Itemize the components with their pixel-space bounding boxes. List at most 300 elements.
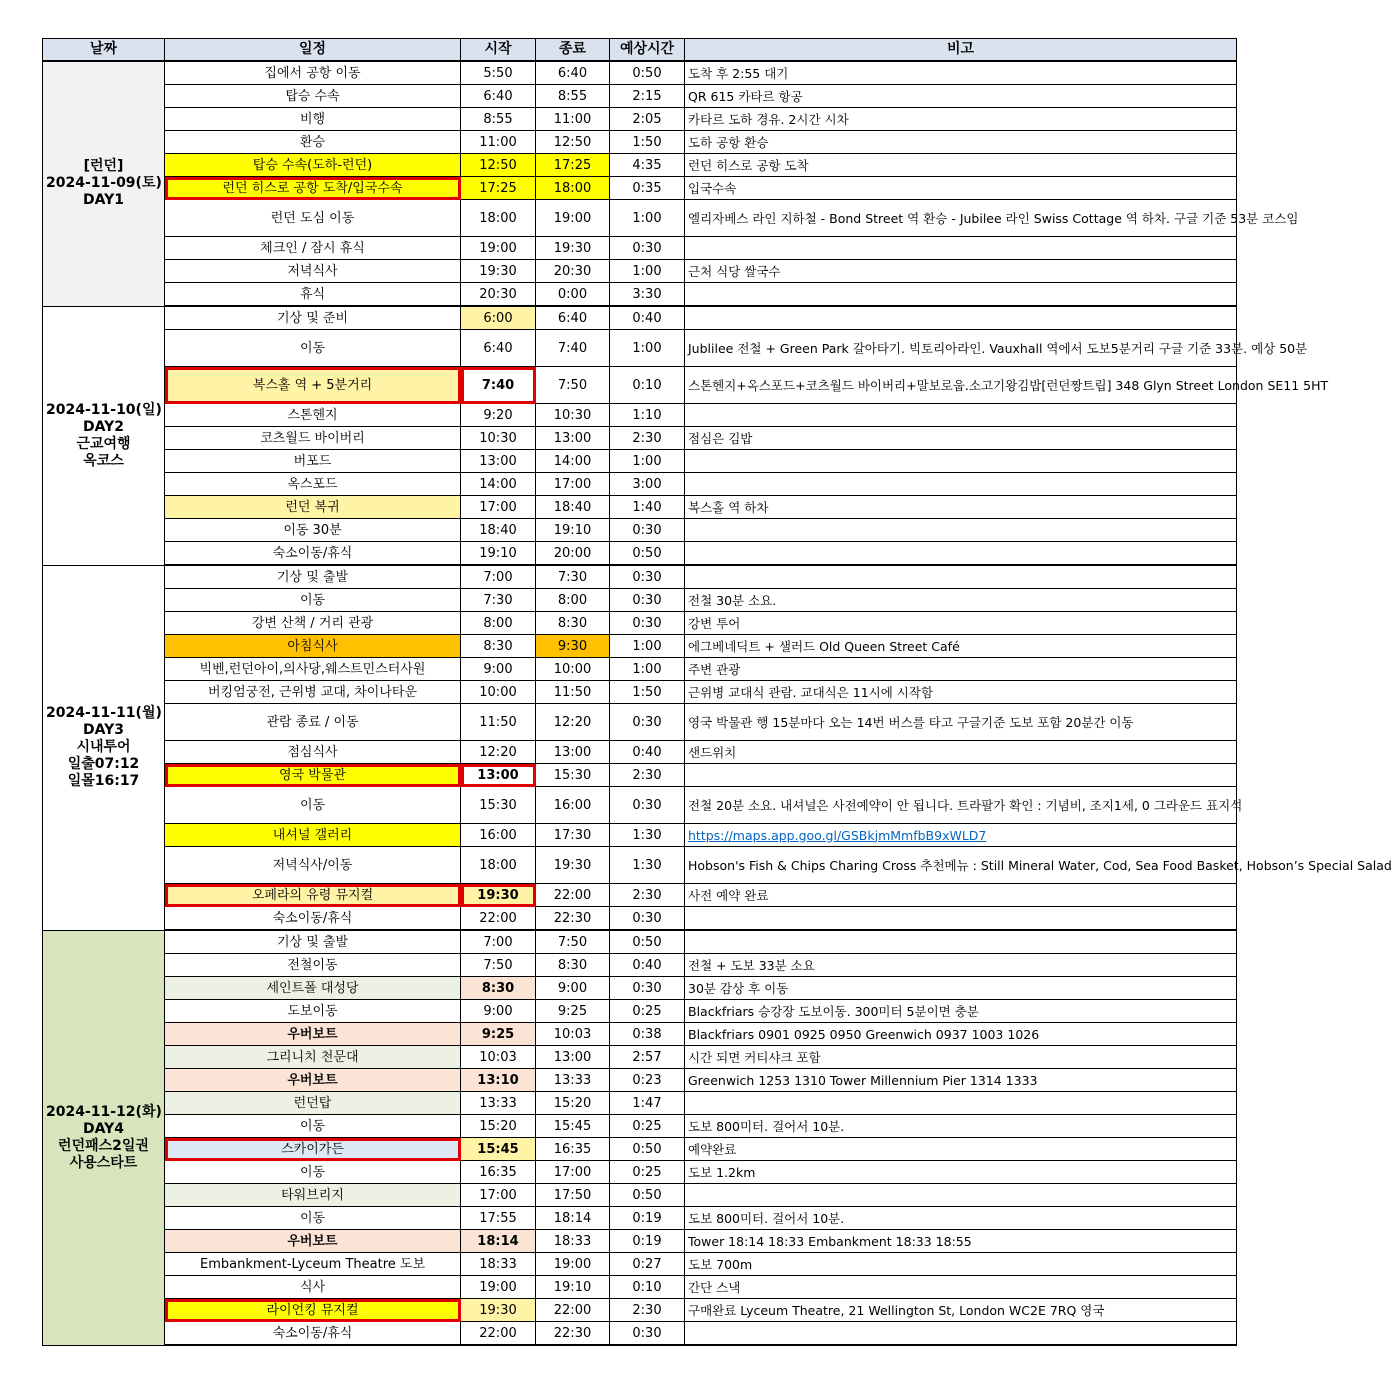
day-label-cell xyxy=(43,61,165,306)
table-row xyxy=(43,1069,1237,1092)
table-row xyxy=(43,787,1237,824)
duration: 2:30 xyxy=(610,764,685,787)
end-time: 8:30 xyxy=(536,612,610,635)
end-time: 12:50 xyxy=(536,131,610,154)
note-cell: 간단 스낵 xyxy=(685,1276,1237,1299)
schedule-item: 우버보트 xyxy=(165,1023,461,1046)
duration: 0:30 xyxy=(610,907,685,931)
note-cell xyxy=(685,565,1237,589)
start-time: 18:14 xyxy=(461,1230,536,1253)
start-time: 6:40 xyxy=(461,330,536,367)
start-time: 17:25 xyxy=(461,177,536,200)
duration: 0:50 xyxy=(610,930,685,954)
note-cell: 강변 투어 xyxy=(685,612,1237,635)
schedule-item: 옥스포드 xyxy=(165,473,461,496)
day-label-line: 2024-11-12(화) xyxy=(46,1103,162,1120)
end-time: 16:35 xyxy=(536,1138,610,1161)
start-time: 18:33 xyxy=(461,1253,536,1276)
start-time: 19:30 xyxy=(461,260,536,283)
schedule-item: 비행 xyxy=(165,108,461,131)
end-time: 0:00 xyxy=(536,283,610,307)
schedule-item: 세인트폴 대성당 xyxy=(165,977,461,1000)
day-label-line: 근교여행 xyxy=(76,435,131,452)
table-row xyxy=(43,306,1237,330)
duration: 0:10 xyxy=(610,1276,685,1299)
start-time: 15:20 xyxy=(461,1115,536,1138)
schedule-item: 기상 및 준비 xyxy=(165,306,461,330)
end-time: 18:00 xyxy=(536,177,610,200)
table-row xyxy=(43,954,1237,977)
end-time: 22:30 xyxy=(536,1322,610,1346)
note-cell xyxy=(685,450,1237,473)
schedule-item: 라이언킹 뮤지컬 xyxy=(165,1299,461,1322)
table-row xyxy=(43,200,1237,237)
duration: 0:19 xyxy=(610,1207,685,1230)
start-time: 5:50 xyxy=(461,61,536,85)
schedule-item: 기상 및 출발 xyxy=(165,930,461,954)
note-cell xyxy=(685,519,1237,542)
end-time: 18:33 xyxy=(536,1230,610,1253)
schedule-item: 휴식 xyxy=(165,283,461,307)
start-time: 22:00 xyxy=(461,1322,536,1346)
header-note: 비고 xyxy=(685,39,1237,62)
end-time: 6:40 xyxy=(536,306,610,330)
schedule-item: 이동 xyxy=(165,330,461,367)
schedule-item: 점심식사 xyxy=(165,741,461,764)
end-time: 18:14 xyxy=(536,1207,610,1230)
duration: 0:50 xyxy=(610,542,685,566)
start-time: 7:00 xyxy=(461,565,536,589)
note-cell: QR 615 카타르 항공 xyxy=(685,85,1237,108)
day-label-cell xyxy=(43,930,165,1345)
duration: 0:23 xyxy=(610,1069,685,1092)
note-cell xyxy=(685,404,1237,427)
day-label-line: 일출07:12 xyxy=(67,756,140,772)
schedule-item: 런던 복귀 xyxy=(165,496,461,519)
duration: 4:35 xyxy=(610,154,685,177)
day-label-line: DAY2 xyxy=(83,418,124,435)
start-time: 12:20 xyxy=(461,741,536,764)
duration: 0:25 xyxy=(610,1161,685,1184)
table-row xyxy=(43,907,1237,931)
start-time: 18:00 xyxy=(461,847,536,884)
start-time: 17:00 xyxy=(461,1184,536,1207)
end-time: 13:00 xyxy=(536,1046,610,1069)
end-time: 10:00 xyxy=(536,658,610,681)
schedule-item: 숙소이동/휴식 xyxy=(165,542,461,566)
note-cell: Greenwich 1253 1310 Tower Millennium Pier 1314 1333 xyxy=(685,1069,1237,1092)
duration: 0:40 xyxy=(610,741,685,764)
end-time: 19:00 xyxy=(536,1253,610,1276)
table-row xyxy=(43,589,1237,612)
start-time: 19:10 xyxy=(461,542,536,566)
schedule-item: 내셔널 갤러리 xyxy=(165,824,461,847)
duration: 2:05 xyxy=(610,108,685,131)
start-time: 7:40 xyxy=(461,367,536,404)
header-end: 종료 xyxy=(536,39,610,62)
schedule-item: 이동 xyxy=(165,1115,461,1138)
end-time: 10:03 xyxy=(536,1023,610,1046)
map-link[interactable]: https://maps.app.goo.gl/GSBkjmMmfbB9xWLD7 xyxy=(688,827,987,843)
day-label-cell xyxy=(43,565,165,930)
start-time: 13:00 xyxy=(461,450,536,473)
duration: 0:30 xyxy=(610,1322,685,1346)
start-time: 17:00 xyxy=(461,496,536,519)
table-row xyxy=(43,1253,1237,1276)
schedule-item: 빅벤,런던아이,의사당,웨스트민스터사원 xyxy=(165,658,461,681)
schedule-item: 아침식사 xyxy=(165,635,461,658)
end-time: 8:55 xyxy=(536,85,610,108)
table-row xyxy=(43,330,1237,367)
table-row xyxy=(43,1230,1237,1253)
duration: 0:50 xyxy=(610,1138,685,1161)
duration: 1:00 xyxy=(610,450,685,473)
end-time: 9:25 xyxy=(536,1000,610,1023)
table-row xyxy=(43,237,1237,260)
end-time: 13:00 xyxy=(536,741,610,764)
table-row xyxy=(43,977,1237,1000)
start-time: 11:00 xyxy=(461,131,536,154)
day-label-line: 옥코스 xyxy=(83,452,124,469)
schedule-item: 숙소이동/휴식 xyxy=(165,1322,461,1346)
note-cell: Tower 18:14 18:33 Embankment 18:33 18:55 xyxy=(685,1230,1237,1253)
start-time: 7:50 xyxy=(461,954,536,977)
schedule-item: 코츠월드 바이버리 xyxy=(165,427,461,450)
table-row xyxy=(43,847,1237,884)
schedule-item: 저녁식사/이동 xyxy=(165,847,461,884)
duration: 3:30 xyxy=(610,283,685,307)
end-time: 18:40 xyxy=(536,496,610,519)
note-cell: Hobson's Fish & Chips Charing Cross 추천메뉴 : Still Mineral Water, Cod, Sea Food Basket, Hobson’s Special Salad xyxy=(685,847,1237,884)
start-time: 8:00 xyxy=(461,612,536,635)
table-row xyxy=(43,1184,1237,1207)
end-time: 7:50 xyxy=(536,930,610,954)
end-time: 14:00 xyxy=(536,450,610,473)
end-time: 17:50 xyxy=(536,1184,610,1207)
end-time: 13:00 xyxy=(536,427,610,450)
table-row xyxy=(43,131,1237,154)
start-time: 7:00 xyxy=(461,930,536,954)
duration: 3:00 xyxy=(610,473,685,496)
duration: 1:00 xyxy=(610,200,685,237)
day-label-line: [런던] xyxy=(83,158,124,175)
duration: 0:30 xyxy=(610,612,685,635)
end-time: 19:30 xyxy=(536,847,610,884)
duration: 2:57 xyxy=(610,1046,685,1069)
table-row xyxy=(43,177,1237,200)
end-time: 13:33 xyxy=(536,1069,610,1092)
duration: 0:30 xyxy=(610,704,685,741)
duration: 0:30 xyxy=(610,787,685,824)
schedule-body xyxy=(43,61,1392,1345)
schedule-item: 버킹엄궁전, 근위병 교대, 차이나타운 xyxy=(165,681,461,704)
note-cell: 전철 30분 소요. xyxy=(685,589,1237,612)
end-time: 7:50 xyxy=(536,367,610,404)
duration: 1:10 xyxy=(610,404,685,427)
schedule-item: 우버보트 xyxy=(165,1230,461,1253)
note-cell: 30분 감상 후 이동 xyxy=(685,977,1237,1000)
table-row xyxy=(43,1046,1237,1069)
start-time: 9:00 xyxy=(461,658,536,681)
schedule-item: 영국 박물관 xyxy=(165,764,461,787)
schedule-item: 이동 xyxy=(165,589,461,612)
schedule-item: 버포드 xyxy=(165,450,461,473)
day-label-line: 일몰16:17 xyxy=(67,773,140,789)
start-time: 8:55 xyxy=(461,108,536,131)
end-time: 19:10 xyxy=(536,1276,610,1299)
schedule-item: 스카이가든 xyxy=(165,1138,461,1161)
note-cell xyxy=(685,473,1237,496)
start-time: 16:00 xyxy=(461,824,536,847)
note-cell: 전철 20분 소요. 내셔널은 사전예약이 안 됩니다. 트라팔가 확인 : 기념비, 조지1세, 0 그라운드 표지석 xyxy=(685,787,1237,824)
start-time: 20:30 xyxy=(461,283,536,307)
day-label-line: DAY1 xyxy=(83,192,124,209)
note-cell xyxy=(685,542,1237,566)
table-row xyxy=(43,85,1237,108)
start-time: 19:30 xyxy=(461,1299,536,1322)
end-time: 15:45 xyxy=(536,1115,610,1138)
table-row xyxy=(43,367,1237,404)
note-cell xyxy=(685,1092,1237,1115)
table-row xyxy=(43,519,1237,542)
schedule-item: 타워브리지 xyxy=(165,1184,461,1207)
table-row xyxy=(43,283,1237,307)
duration: 1:00 xyxy=(610,635,685,658)
duration: 2:15 xyxy=(610,85,685,108)
note-cell: 예약완료 xyxy=(685,1138,1237,1161)
table-row xyxy=(43,1023,1237,1046)
duration: 0:27 xyxy=(610,1253,685,1276)
table-row xyxy=(43,260,1237,283)
end-time: 15:30 xyxy=(536,764,610,787)
duration: 1:00 xyxy=(610,260,685,283)
start-time: 15:30 xyxy=(461,787,536,824)
schedule-item: Embankment-Lyceum Theatre 도보 xyxy=(165,1253,461,1276)
schedule-item: 체크인 / 잠시 휴식 xyxy=(165,237,461,260)
note-cell: 도보 1.2km xyxy=(685,1161,1237,1184)
day-label-line: 2024-11-09(토) xyxy=(46,175,162,192)
start-time: 6:40 xyxy=(461,85,536,108)
table-row xyxy=(43,427,1237,450)
schedule-item: 강변 산책 / 거리 관광 xyxy=(165,612,461,635)
end-time: 22:30 xyxy=(536,907,610,931)
note-cell: 복스홀 역 하차 xyxy=(685,496,1237,519)
note-cell: Jublilee 전철 + Green Park 갈아타기. 빅토리아라인. Vauxhall 역에서 도보5분거리 구글 기준 33분. 예상 50분 xyxy=(685,330,1237,367)
start-time: 19:30 xyxy=(461,884,536,907)
start-time: 8:30 xyxy=(461,635,536,658)
note-cell: 점심은 김밥 xyxy=(685,427,1237,450)
table-row xyxy=(43,658,1237,681)
note-cell: 카타르 도하 경유. 2시간 시차 xyxy=(685,108,1237,131)
table-row xyxy=(43,61,1237,85)
schedule-item: 관람 종료 / 이동 xyxy=(165,704,461,741)
note-cell: 도보 800미터. 걸어서 10분. xyxy=(685,1115,1237,1138)
start-time: 18:40 xyxy=(461,519,536,542)
table-row xyxy=(43,884,1237,907)
table-row xyxy=(43,565,1237,589)
end-time: 11:50 xyxy=(536,681,610,704)
note-cell: 근위병 교대식 관람. 교대식은 11시에 시작함 xyxy=(685,681,1237,704)
duration: 0:10 xyxy=(610,367,685,404)
table-row xyxy=(43,824,1237,847)
table-row xyxy=(43,741,1237,764)
note-cell: 전철 + 도보 33분 소요 xyxy=(685,954,1237,977)
note-cell xyxy=(685,907,1237,931)
duration: 0:30 xyxy=(610,519,685,542)
note-cell xyxy=(685,930,1237,954)
day-label-cell xyxy=(43,306,165,565)
table-row xyxy=(43,404,1237,427)
start-time: 10:03 xyxy=(461,1046,536,1069)
note-cell: 사전 예약 완료 xyxy=(685,884,1237,907)
duration: 0:30 xyxy=(610,589,685,612)
header-item: 일정 xyxy=(165,39,461,62)
schedule-item: 이동 xyxy=(165,1207,461,1230)
table-row xyxy=(43,635,1237,658)
note-cell: 런던 히스로 공항 도착 xyxy=(685,154,1237,177)
note-cell: 영국 박물관 행 15분마다 오는 14번 버스를 타고 구글기준 도보 포함 20분간 이동 xyxy=(685,704,1237,741)
duration: 0:35 xyxy=(610,177,685,200)
note-cell xyxy=(685,764,1237,787)
note-cell: 도보 800미터. 걸어서 10분. xyxy=(685,1207,1237,1230)
start-time: 19:00 xyxy=(461,1276,536,1299)
schedule-item: 런던 도심 이동 xyxy=(165,200,461,237)
end-time: 19:10 xyxy=(536,519,610,542)
duration: 0:30 xyxy=(610,565,685,589)
end-time: 7:30 xyxy=(536,565,610,589)
start-time: 15:45 xyxy=(461,1138,536,1161)
duration: 0:30 xyxy=(610,237,685,260)
schedule-item: 런던 히스로 공항 도착/입국수속 xyxy=(165,177,461,200)
day-label-line: 런던패스2일권 xyxy=(58,1137,149,1154)
table-row xyxy=(43,1000,1237,1023)
end-time: 8:30 xyxy=(536,954,610,977)
duration: 1:40 xyxy=(610,496,685,519)
duration: 0:40 xyxy=(610,954,685,977)
schedule-item: 식사 xyxy=(165,1276,461,1299)
note-cell xyxy=(685,283,1237,307)
start-time: 8:30 xyxy=(461,977,536,1000)
table-row xyxy=(43,473,1237,496)
note-cell: 스톤헨지+옥스포드+코츠월드 바이버리+말보로웁.소고기왕김밥[런던짱트립] 348 Glyn Street London SE11 5HT xyxy=(685,367,1237,404)
duration: 0:40 xyxy=(610,306,685,330)
schedule-item: 도보이동 xyxy=(165,1000,461,1023)
duration: 0:50 xyxy=(610,1184,685,1207)
table-row xyxy=(43,1161,1237,1184)
start-time: 13:00 xyxy=(461,764,536,787)
start-time: 13:10 xyxy=(461,1069,536,1092)
start-time: 12:50 xyxy=(461,154,536,177)
end-time: 22:00 xyxy=(536,1299,610,1322)
note-cell: 도하 공항 환승 xyxy=(685,131,1237,154)
start-time: 16:35 xyxy=(461,1161,536,1184)
schedule-item: 복스홀 역 + 5분거리 xyxy=(165,367,461,404)
end-time: 19:30 xyxy=(536,237,610,260)
start-time: 6:00 xyxy=(461,306,536,330)
end-time: 17:00 xyxy=(536,473,610,496)
start-time: 7:30 xyxy=(461,589,536,612)
table-row xyxy=(43,764,1237,787)
table-row xyxy=(43,1138,1237,1161)
note-cell: 입국수속 xyxy=(685,177,1237,200)
duration: 0:19 xyxy=(610,1230,685,1253)
schedule-item: 런던탑 xyxy=(165,1092,461,1115)
day-label-line: 2024-11-10(일) xyxy=(46,401,162,418)
schedule-item: 저녁식사 xyxy=(165,260,461,283)
duration: 1:00 xyxy=(610,658,685,681)
end-time: 7:40 xyxy=(536,330,610,367)
note-cell: 엘리자베스 라인 지하철 - Bond Street 역 환승 - Jubilee 라인 Swiss Cottage 역 하차. 구글 기준 53분 코스임 xyxy=(685,200,1237,237)
start-time: 13:33 xyxy=(461,1092,536,1115)
note-cell xyxy=(685,237,1237,260)
schedule-item: 전철이동 xyxy=(165,954,461,977)
table-row xyxy=(43,1092,1237,1115)
end-time: 16:00 xyxy=(536,787,610,824)
start-time: 22:00 xyxy=(461,907,536,931)
note-cell: 도착 후 2:55 대기 xyxy=(685,61,1237,85)
day-label-line: 시내투어 xyxy=(76,739,131,755)
duration: 1:30 xyxy=(610,847,685,884)
note-cell xyxy=(685,1322,1237,1346)
day-label-line: DAY3 xyxy=(83,722,124,738)
table-row xyxy=(43,154,1237,177)
duration: 1:47 xyxy=(610,1092,685,1115)
schedule-item: 탑승 수속 xyxy=(165,85,461,108)
note-cell xyxy=(685,824,1237,847)
schedule-table xyxy=(42,38,1392,1346)
note-cell: Blackfriars 승강장 도보이동. 300미터 5분이면 충분 xyxy=(685,1000,1237,1023)
start-time: 9:00 xyxy=(461,1000,536,1023)
end-time: 20:30 xyxy=(536,260,610,283)
header-duration: 예상시간 xyxy=(610,39,685,62)
note-cell: Blackfriars 0901 0925 0950 Greenwich 0937 1003 1026 xyxy=(685,1023,1237,1046)
note-cell: 샌드위치 xyxy=(685,741,1237,764)
end-time: 19:00 xyxy=(536,200,610,237)
note-cell: 에그베네딕트 + 샐러드 Old Queen Street Café xyxy=(685,635,1237,658)
start-time: 10:30 xyxy=(461,427,536,450)
day-label-line: 2024-11-11(월) xyxy=(46,705,162,721)
duration: 0:38 xyxy=(610,1023,685,1046)
start-time: 9:25 xyxy=(461,1023,536,1046)
note-cell: 도보 700m xyxy=(685,1253,1237,1276)
table-row xyxy=(43,704,1237,741)
end-time: 20:00 xyxy=(536,542,610,566)
end-time: 17:00 xyxy=(536,1161,610,1184)
table-row xyxy=(43,930,1237,954)
note-cell: 근처 식당 쌀국수 xyxy=(685,260,1237,283)
start-time: 17:55 xyxy=(461,1207,536,1230)
start-time: 18:00 xyxy=(461,200,536,237)
schedule-item: 숙소이동/휴식 xyxy=(165,907,461,931)
table-row xyxy=(43,612,1237,635)
end-time: 10:30 xyxy=(536,404,610,427)
note-cell: 주변 관광 xyxy=(685,658,1237,681)
duration: 0:25 xyxy=(610,1000,685,1023)
table-row xyxy=(43,681,1237,704)
table-row xyxy=(43,108,1237,131)
table-row xyxy=(43,450,1237,473)
table-row xyxy=(43,1276,1237,1299)
day-label-line: DAY4 xyxy=(83,1120,124,1137)
note-cell: 구매완료 Lyceum Theatre, 21 Wellington St, London WC2E 7RQ 영국 xyxy=(685,1299,1237,1322)
table-row xyxy=(43,496,1237,519)
duration: 2:30 xyxy=(610,427,685,450)
schedule-item: 환승 xyxy=(165,131,461,154)
table-row xyxy=(43,542,1237,566)
duration: 0:30 xyxy=(610,977,685,1000)
duration: 1:50 xyxy=(610,131,685,154)
schedule-item: 이동 xyxy=(165,787,461,824)
